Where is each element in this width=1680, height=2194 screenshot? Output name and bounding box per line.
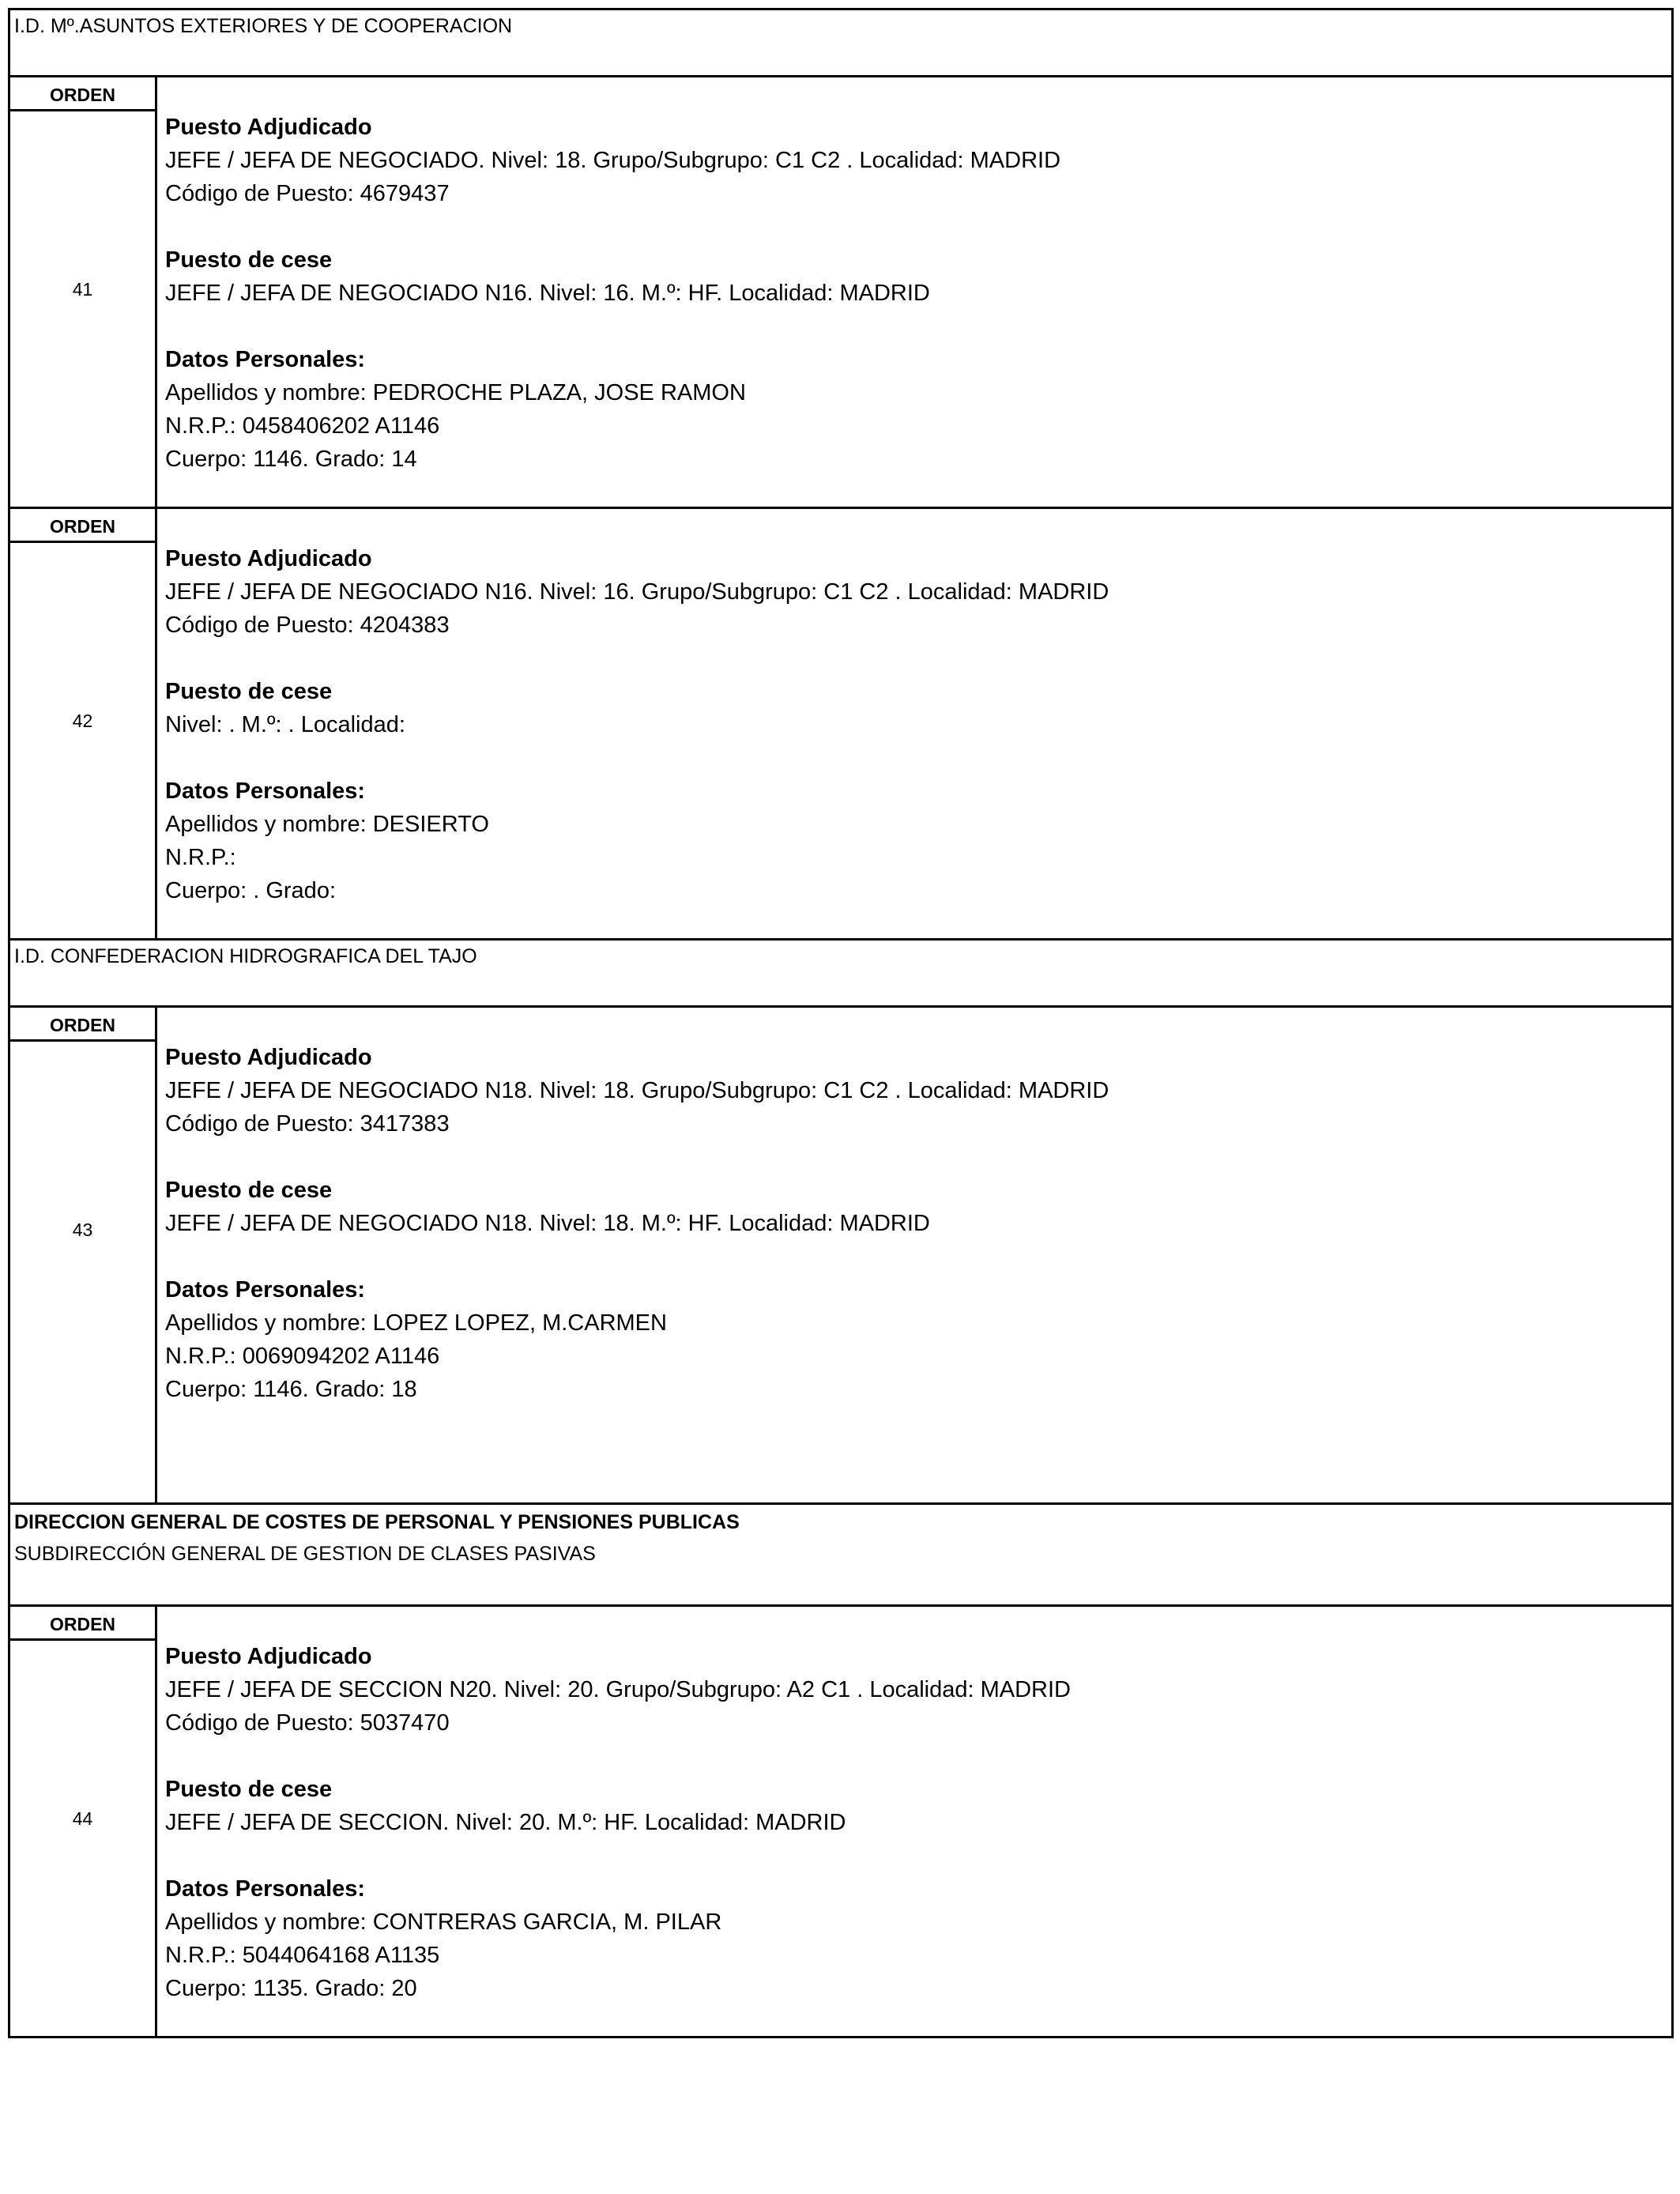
puesto-adjudicado: JEFE / JEFA DE NEGOCIADO N16. Nivel: 16. Grupo/Subgrupo: C1 C2 . Localidad: MADRID bbox=[165, 579, 1109, 605]
puesto-adjudicado: JEFE / JEFA DE NEGOCIADO N18. Nivel: 18. Grupo/Subgrupo: C1 C2 . Localidad: MADRID bbox=[165, 1078, 1109, 1103]
section-header bbox=[10, 10, 1671, 77]
entry-details bbox=[165, 111, 1668, 476]
datos-personales-label: Datos Personales: bbox=[165, 1277, 366, 1302]
cuerpo-grado: Cuerpo: 1146. Grado: 14 bbox=[165, 447, 417, 472]
datos-personales-label: Datos Personales: bbox=[165, 1876, 366, 1902]
orden-number: 42 bbox=[72, 711, 93, 731]
puesto-adjudicado: JEFE / JEFA DE SECCION N20. Nivel: 20. Grupo/Subgrupo: A2 C1 . Localidad: MADRID bbox=[165, 1677, 1071, 1702]
datos-personales-label: Datos Personales: bbox=[165, 347, 366, 372]
orden-label: ORDEN bbox=[10, 1607, 155, 1641]
entry-row bbox=[10, 1607, 1671, 2036]
cuerpo-grado: Cuerpo: . Grado: bbox=[165, 878, 336, 903]
puesto-cese-label: Puesto de cese bbox=[165, 1777, 333, 1802]
entry-row bbox=[10, 1008, 1671, 1505]
puesto-cese: Nivel: . M.º: . Localidad: bbox=[165, 712, 405, 737]
section-title: DIRECCION GENERAL DE COSTES DE PERSONAL Y PENSIONES PUBLICAS bbox=[14, 1511, 740, 1533]
puesto-cese-label: Puesto de cese bbox=[165, 247, 333, 273]
apellidos-nombre: Apellidos y nombre: LOPEZ LOPEZ, M.CARMEN bbox=[165, 1310, 667, 1336]
apellidos-nombre: Apellidos y nombre: CONTRERAS GARCIA, M. PILAR bbox=[165, 1909, 722, 1935]
nrp: N.R.P.: 5044064168 A1135 bbox=[165, 1943, 440, 1968]
puesto-adjudicado-label: Puesto Adjudicado bbox=[165, 1644, 372, 1669]
puesto-cese-label: Puesto de cese bbox=[165, 1178, 333, 1203]
orden-label: ORDEN bbox=[10, 1008, 155, 1042]
section-header bbox=[10, 941, 1671, 1008]
puesto-adjudicado: JEFE / JEFA DE NEGOCIADO. Nivel: 18. Grupo/Subgrupo: C1 C2 . Localidad: MADRID bbox=[165, 148, 1061, 173]
nrp: N.R.P.: 0069094202 A1146 bbox=[165, 1344, 440, 1369]
entry-details bbox=[165, 542, 1668, 907]
cuerpo-grado: Cuerpo: 1135. Grado: 20 bbox=[165, 1976, 417, 2001]
orden-number: 43 bbox=[72, 1220, 93, 1240]
section-title: I.D. Mº.ASUNTOS EXTERIORES Y DE COOPERACION bbox=[14, 15, 513, 37]
orden-number: 44 bbox=[72, 1808, 93, 1829]
orden-column bbox=[10, 1008, 157, 1502]
codigo-puesto: Código de Puesto: 3417383 bbox=[165, 1111, 450, 1137]
orden-column bbox=[10, 509, 157, 938]
entry-row bbox=[10, 77, 1671, 509]
puesto-adjudicado-label: Puesto Adjudicado bbox=[165, 1045, 372, 1070]
datos-personales-label: Datos Personales: bbox=[165, 778, 366, 804]
orden-label: ORDEN bbox=[10, 77, 155, 111]
nrp: N.R.P.: 0458406202 A1146 bbox=[165, 413, 440, 439]
codigo-puesto: Código de Puesto: 4204383 bbox=[165, 613, 450, 638]
section-title: I.D. CONFEDERACION HIDROGRAFICA DEL TAJO bbox=[14, 945, 477, 967]
puesto-adjudicado-label: Puesto Adjudicado bbox=[165, 115, 372, 140]
orden-label: ORDEN bbox=[10, 509, 155, 543]
entry-details bbox=[165, 1041, 1668, 1406]
orden-column bbox=[10, 77, 157, 507]
puesto-cese: JEFE / JEFA DE NEGOCIADO N18. Nivel: 18. M.º: HF. Localidad: MADRID bbox=[165, 1211, 930, 1236]
puesto-cese: JEFE / JEFA DE NEGOCIADO N16. Nivel: 16. M.º: HF. Localidad: MADRID bbox=[165, 281, 930, 306]
apellidos-nombre: Apellidos y nombre: PEDROCHE PLAZA, JOSE RAMON bbox=[165, 380, 746, 405]
section-header bbox=[10, 1505, 1671, 1607]
section-subtitle: SUBDIRECCIÓN GENERAL DE GESTION DE CLASES PASIVAS bbox=[14, 1543, 596, 1565]
cuerpo-grado: Cuerpo: 1146. Grado: 18 bbox=[165, 1377, 417, 1402]
codigo-puesto: Código de Puesto: 4679437 bbox=[165, 181, 450, 206]
entry-row bbox=[10, 509, 1671, 941]
puesto-cese-label: Puesto de cese bbox=[165, 679, 333, 704]
entry-details bbox=[165, 1640, 1668, 2005]
orden-number: 41 bbox=[72, 279, 93, 300]
codigo-puesto: Código de Puesto: 5037470 bbox=[165, 1710, 450, 1736]
orden-column bbox=[10, 1607, 157, 2036]
nrp: N.R.P.: bbox=[165, 845, 236, 870]
resolution-table bbox=[8, 8, 1674, 2038]
puesto-cese: JEFE / JEFA DE SECCION. Nivel: 20. M.º: HF. Localidad: MADRID bbox=[165, 1810, 846, 1835]
apellidos-nombre: Apellidos y nombre: DESIERTO bbox=[165, 812, 489, 837]
puesto-adjudicado-label: Puesto Adjudicado bbox=[165, 546, 372, 571]
